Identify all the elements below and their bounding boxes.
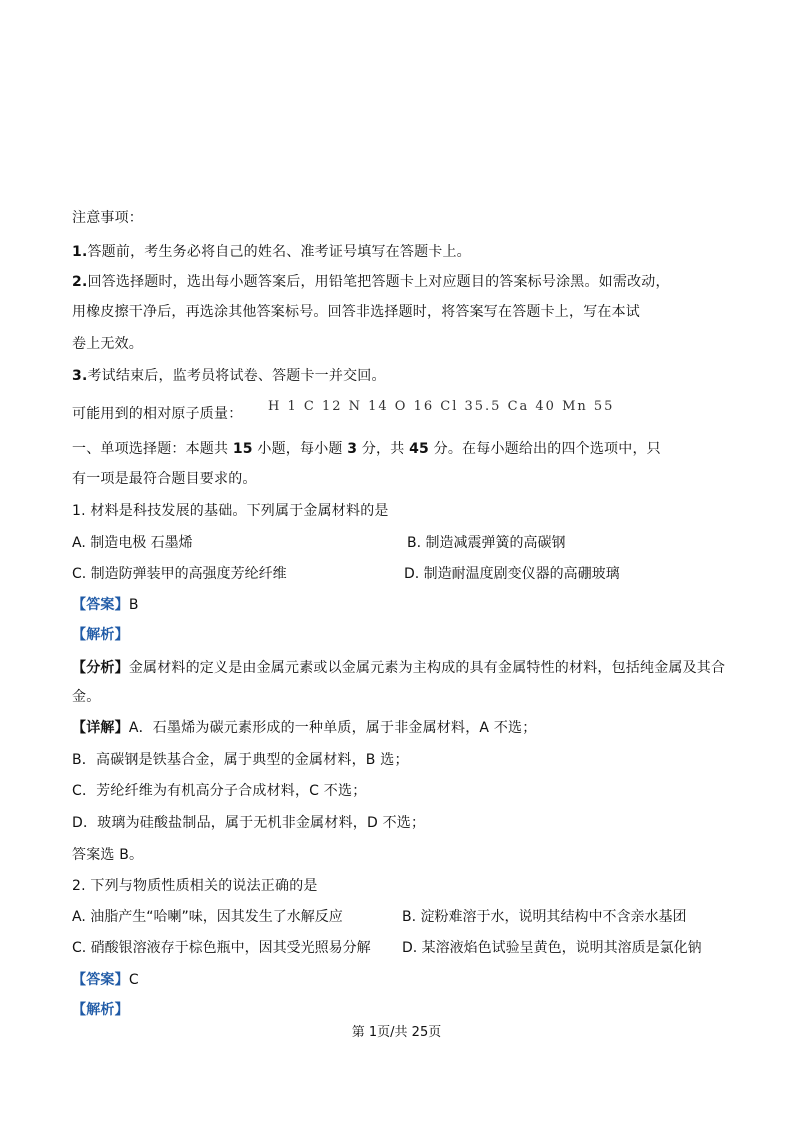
q1-option-a: A. 制造电极 石墨烯 bbox=[72, 535, 193, 551]
q2-answer-tag: 【答案】 bbox=[72, 972, 129, 988]
atomic-mass-label: 可能用到的相对原子质量： bbox=[72, 406, 243, 422]
notice-item-1 bbox=[72, 242, 471, 262]
q2-stem: 2. 下列与物质性质相关的说法正确的是 bbox=[72, 878, 318, 894]
q1-detail-d: D．玻璃为硅酸盐制品，属于无机非金属材料，D 不选； bbox=[72, 815, 426, 831]
q1-analysis-tag bbox=[72, 625, 129, 645]
q1-fenxi-text-1: 金属材料的定义是由金属元素或以金属元素为主构成的具有金属特性的材料，包括纯金属及其合 bbox=[128, 660, 726, 676]
q1-detail-c: C．芳纶纤维为有机高分子合成材料，C 不选； bbox=[72, 783, 367, 799]
points-total: 45 bbox=[409, 441, 429, 457]
q2-analysis-tag bbox=[72, 1000, 129, 1020]
section-heading-part-a: 一、单项选择题：本题共 bbox=[72, 441, 233, 457]
section-heading bbox=[72, 439, 661, 459]
q1-answer-tag: 【答案】 bbox=[72, 597, 129, 613]
notice-item-1-num: 1. bbox=[72, 244, 88, 260]
q1-option-d: D. 制造耐温度剧变仪器的高硼玻璃 bbox=[404, 566, 620, 582]
q1-detail-a: A．石墨烯为碳元素形成的一种单质，属于非金属材料，A 不选； bbox=[128, 720, 537, 736]
q1-option-b: B. 制造减震弹簧的高碳钢 bbox=[407, 535, 566, 551]
q1-conclusion: 答案选 B。 bbox=[72, 847, 144, 863]
q2-option-a: A. 油脂产生“哈喇”味，因其发生了水解反应 bbox=[72, 909, 343, 925]
q1-fenxi bbox=[72, 658, 725, 678]
q1-fenxi-tag: 【分析】 bbox=[72, 660, 129, 676]
q1-option-c: C. 制造防弹装甲的高强度芳纶纤维 bbox=[72, 566, 287, 582]
atomic-mass-values: H 1 C 12 N 14 O 16 Cl 35.5 Ca 40 Mn 55 bbox=[268, 399, 615, 414]
notice-item-1-text: 答题前，考生务必将自己的姓名、准考证号填写在答题卡上。 bbox=[87, 244, 471, 260]
q2-option-b: B. 淀粉难溶于水，说明其结构中不含亲水基团 bbox=[402, 909, 687, 925]
q2-answer bbox=[72, 970, 139, 990]
points-each: 3 bbox=[347, 441, 358, 457]
q1-detail-b: B．高碳钢是铁基合金，属于典型的金属材料，B 选； bbox=[72, 752, 409, 768]
q2-option-c: C. 硝酸银溶液存于棕色瓶中，因其受光照易分解 bbox=[72, 940, 371, 956]
section-heading-part-d: 分。在每小题给出的四个选项中，只 bbox=[429, 441, 661, 457]
q1-answer bbox=[72, 595, 139, 615]
q1-stem: 1. 材料是科技发展的基础。下列属于金属材料的是 bbox=[72, 503, 389, 519]
notice-item-2 bbox=[72, 272, 670, 292]
notice-title: 注意事项： bbox=[72, 210, 143, 226]
notice-item-2-text-1: 回答选择题时，选出每小题答案后，用铅笔把答题卡上对应题目的答案标号涂黑。如需改动， bbox=[87, 274, 670, 290]
section-heading-part-c: 分，共 bbox=[357, 441, 410, 457]
q2-answer-value: C bbox=[128, 972, 139, 988]
section-heading-part-b: 小题，每小题 bbox=[252, 441, 348, 457]
section-heading-line-2: 有一项是最符合题目要求的。 bbox=[72, 471, 257, 487]
q1-analysis-label: 【解析】 bbox=[72, 627, 129, 643]
notice-item-3-num: 3. bbox=[72, 368, 88, 384]
question-count: 15 bbox=[232, 441, 253, 457]
notice-item-2-text-3: 卷上无效。 bbox=[72, 336, 143, 352]
q2-option-d: D. 某溶液焰色试验呈黄色，说明其溶质是氯化钠 bbox=[402, 940, 702, 956]
q2-analysis-label: 【解析】 bbox=[72, 1002, 129, 1018]
q1-fenxi-text-2: 金。 bbox=[72, 689, 101, 705]
page-number: 第 1页/共 25页 bbox=[351, 1025, 442, 1040]
q1-detail bbox=[72, 718, 536, 738]
notice-item-2-text-2: 用橡皮擦干净后，再选涂其他答案标号。回答非选择题时，将答案写在答题卡上，写在本试 bbox=[72, 304, 640, 320]
q1-xiangjie-tag: 【详解】 bbox=[72, 720, 129, 736]
q1-answer-value: B bbox=[128, 597, 139, 613]
notice-item-3-text: 考试结束后，监考员将试卷、答题卡一并交回。 bbox=[87, 368, 386, 384]
notice-item-2-num: 2. bbox=[72, 274, 88, 290]
notice-item-3 bbox=[72, 366, 386, 386]
